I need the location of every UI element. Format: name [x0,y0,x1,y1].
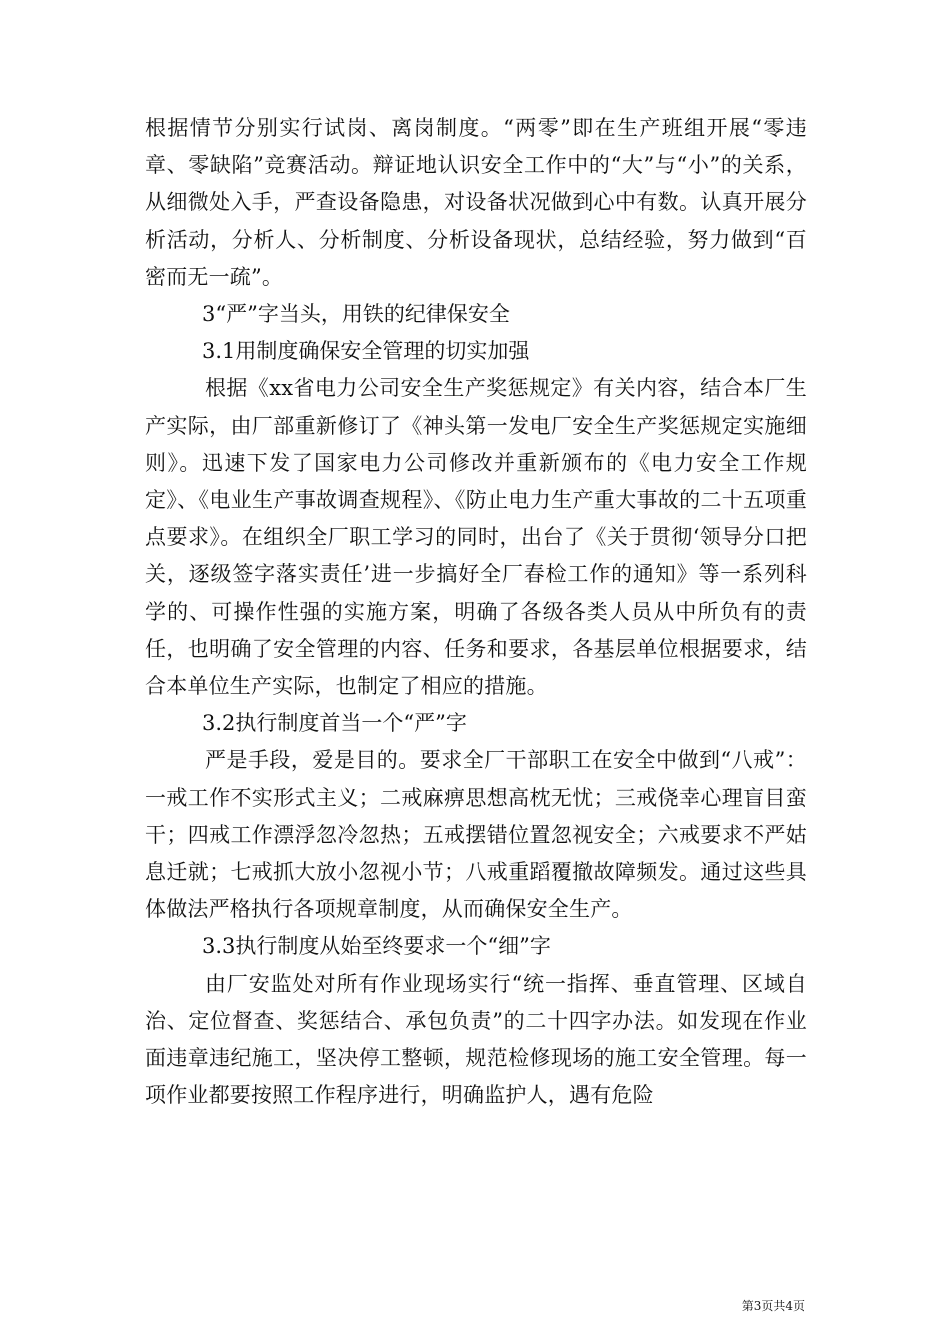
subsection-heading-3-1: 3.1用制度确保安全管理的切实加强 [202,339,530,364]
document-body [145,110,807,1114]
section-heading-3: 3“严”字当头，用铁的纪律保安全 [202,302,510,327]
paragraph-3-1: 根据《xx省电力公司安全生产奖惩规定》有关内容，结合本厂生产实际，由厂部重新修订了《神头第一发电厂安全生产奖惩规定实施细则》。迅速下发了国家电力公司修改并重新颁布的《电力安全工作规定》、《电业生产事故调查规程》、《防止电力生产重大事故的二十五项重点要求》。在组织全厂职工学习的同时，出台了《关于贯彻‘领导分口把关，逐级签字落实责任’进一步搞好全厂春检工作的通知》等一系列科学的、可操作性强的实施方案，明确了各级各类人员从中所负有的责任，也明确了安全管理的内容、任务和要求，各基层单位根据要求，结合本单位生产实际，也制定了相应的措施。 [145,376,807,699]
paragraph-3-2: 严是手段，爱是目的。要求全厂干部职工在安全中做到“八戒”：一戒工作不实形式主义；二戒麻痹思想高枕无忧；三戒侥幸心理盲目蛮干；四戒工作漂浮忽冷忽热；五戒摆错位置忽视安全；六戒要求不严姑息迁就；七戒抓大放小忽视小节；八戒重蹈覆撤故障频发。通过这些具体做法严格执行各项规章制度，从而确保安全生产。 [145,748,807,922]
subsection-heading-3-2: 3.2执行制度首当一个“严”字 [202,711,467,736]
paragraph-3-3: 由厂安监处对所有作业现场实行“统一指挥、垂直管理、区域自治、定位督查、奖惩结合、承包负责”的二十四字办法。如发现在作业面违章违纪施工，坚决停工整顿，规范检修现场的施工安全管理。每一项作业都要按照工作程序进行，明确监护人，遇有危险 [145,971,807,1108]
paragraph-continued: 根据情节分别实行试岗、离岗制度。“两零”即在生产班组开展“零违章、零缺陷”竞赛活动。辩证地认识安全工作中的“大”与“小”的关系，从细微处入手，严查设备隐患，对设备状况做到心中有数。认真开展分析活动，分析人、分析制度、分析设备现状，总结经验，努力做到“百密而无一疏”。 [145,116,807,289]
subsection-heading-3-3: 3.3执行制度从始至终要求一个“细”字 [202,934,551,959]
page-number-footer: 第3页共4页 [741,1299,805,1313]
